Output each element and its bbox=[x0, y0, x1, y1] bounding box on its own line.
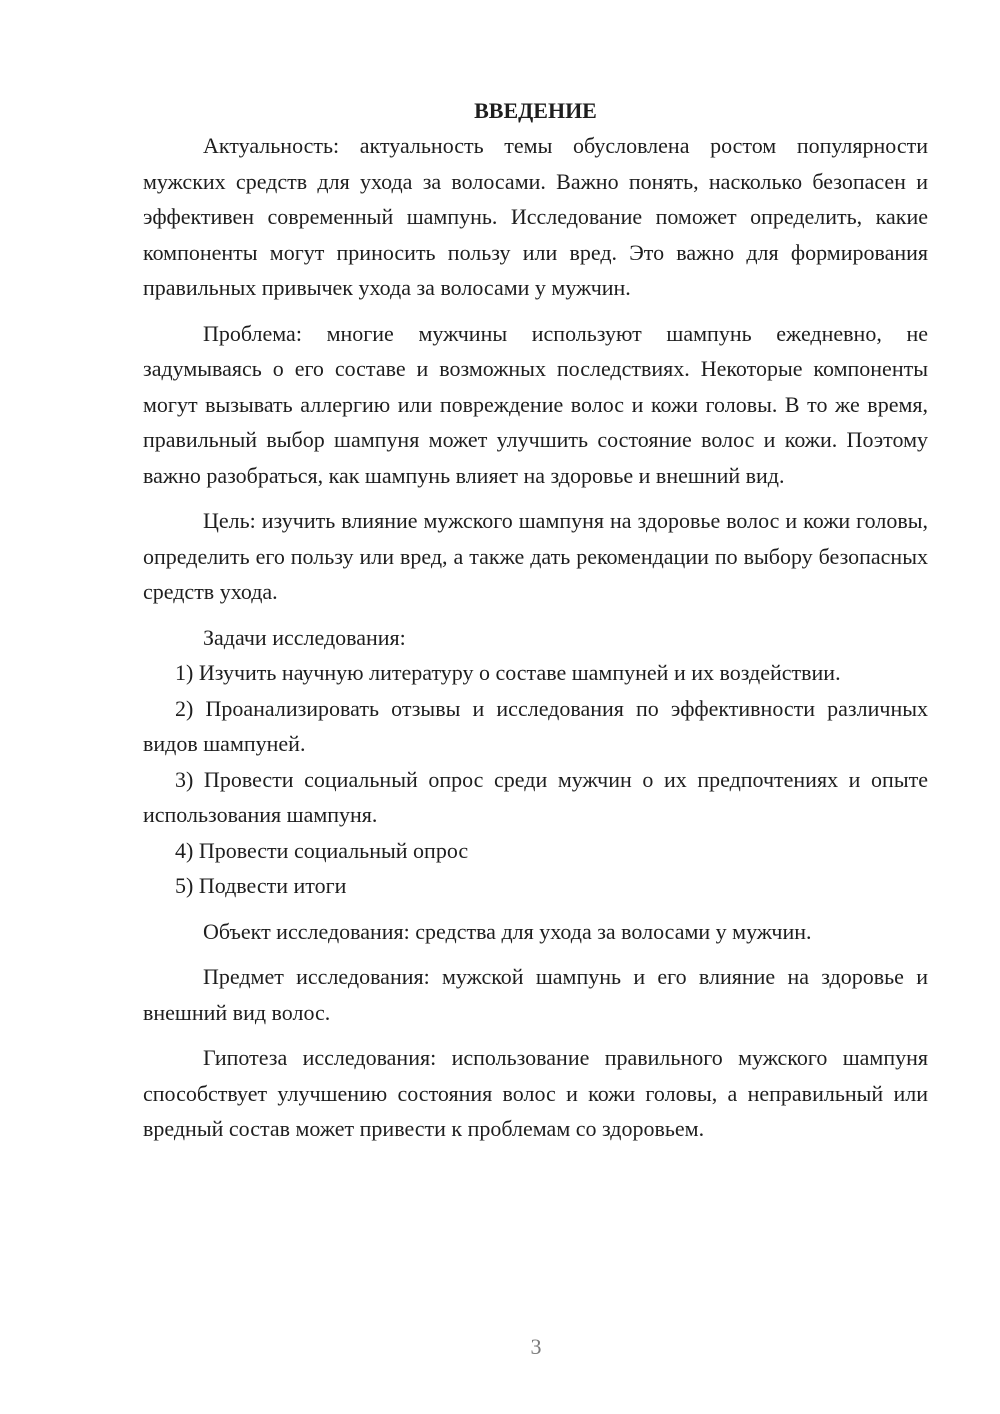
paragraph-hypothesis: Гипотеза исследования: использование правильного мужского шампуня способствует улучшению состояния волос и кожи головы, а неправильный или вредный состав может привести к проблемам со здоровьем. bbox=[143, 1045, 928, 1141]
document-page bbox=[143, 93, 928, 1147]
task-item-1: 1) Изучить научную литературу о составе шампуней и их воздействии. bbox=[175, 660, 841, 685]
paragraph-goal: Цель: изучить влияние мужского шампуня на здоровье волос и кожи головы, определить его пользу или вред, а также дать рекомендации по выбору безопасных средств ухода. bbox=[143, 508, 928, 604]
tasks-heading: Задачи исследования: bbox=[203, 624, 406, 650]
page-title: ВВЕДЕНИЕ bbox=[474, 98, 597, 123]
paragraph-object: Объект исследования: средства для ухода за волосами у мужчин. bbox=[203, 918, 812, 944]
task-item-3: 3) Провести социальный опрос среди мужчин о их предпочтениях и опыте использования шампуня. bbox=[143, 766, 928, 827]
task-item-5: 5) Подвести итоги bbox=[175, 873, 347, 898]
page-number: 3 bbox=[530, 1334, 542, 1359]
paragraph-relevance: Актуальность: актуальность темы обусловлена ростом популярности мужских средств для ухода за волосами. Важно понять, насколько безопасен и эффективен современный шампунь. Исследование поможет определить, какие компоненты могут приносить пользу или вред. Это важно для формирования правильных привычек ухода за волосами у мужчин. bbox=[143, 133, 928, 300]
paragraph-subject: Предмет исследования: мужской шампунь и его влияние на здоровье и внешний вид волос. bbox=[143, 964, 928, 1025]
paragraph-problem: Проблема: многие мужчины используют шампунь ежедневно, не задумываясь о его составе и возможных последствиях. Некоторые компоненты могут вызывать аллергию или повреждение волос и кожи головы. В то же время, правильный выбор шампуня может улучшить состояние волос и кожи. Поэтому важно разобраться, как шампунь влияет на здоровье и внешний вид. bbox=[143, 320, 928, 488]
task-item-2: 2) Проанализировать отзывы и исследования по эффективности различных видов шампуней. bbox=[143, 695, 928, 756]
task-item-4: 4) Провести социальный опрос bbox=[175, 837, 469, 863]
